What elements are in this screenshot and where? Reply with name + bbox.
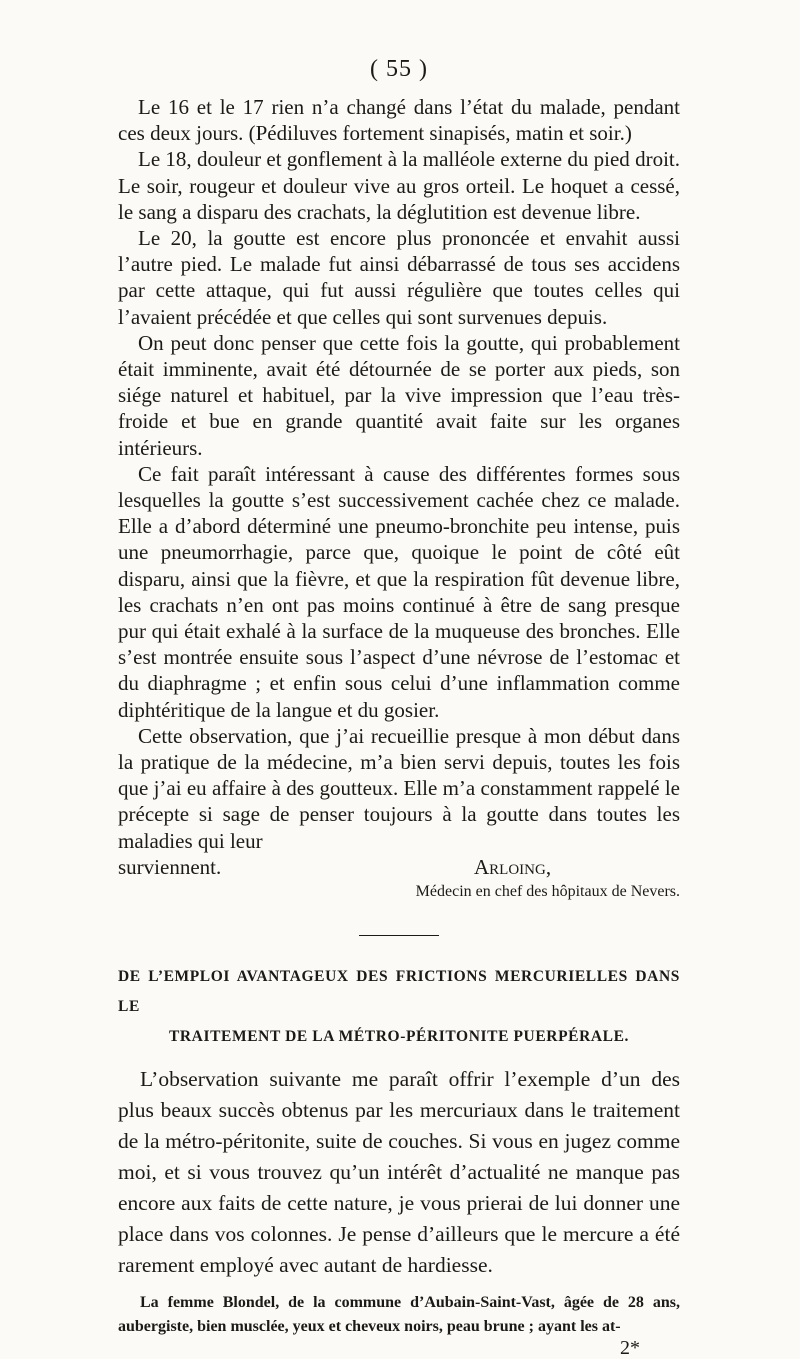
article-title-line-1: DE L’EMPLOI AVANTAGEUX DES FRICTIONS MERCURIELLES DANS LE <box>118 967 680 1015</box>
author-role: Médecin en chef des hôpitaux de Nevers. <box>415 882 680 900</box>
author-signature: Arloing, <box>474 854 552 879</box>
paragraph: L’observation suivante me paraît offrir l’exemple d’un des plus beaux succès obtenus par les mercuriaux dans le traitement de la métro-péritonite, suite de couches. Si vous en jugez comme moi, et si vous trouvez qu’un intérêt d’actualité ne manque pas encore aux faits de cette nature, je vous prierai de lui donner une place dans vos colonnes. Je pense d’ailleurs que le mercure a été rarement employé avec autant de hardiesse. <box>118 1066 680 1277</box>
paragraph-last-line: surviennent. <box>118 854 222 879</box>
document-page <box>118 56 680 1357</box>
paragraph: Ce fait paraît intéressant à cause des différentes formes sous lesquelles la goutte s’est successivement cachée chez ce malade. Elle a d’abord déterminé une pneumo-bronchite peu intense, puis une pneumorrhagie, parce que, quoique le point de côté eût disparu, ainsi que la fièvre, et que la respiration fût devenue libre, les crachats n’en ont pas moins continué à être de sang presque pur qui était exhalé à la surface de la muqueuse des bronches. Elle s’est montrée ensuite sous l’aspect d’une névrose de l’estomac et du diaphragme ; et enfin sous celui d’une inflammation comme diphtéritique de la langue et du gosier. <box>118 461 680 722</box>
signature-row <box>118 854 680 880</box>
article-title <box>118 962 680 1052</box>
paragraph: Cette observation, que j’ai recueillie presque à mon début dans la pratique de la médecine, m’a bien servi depuis, toutes les fois que j’ai eu affaire à des goutteux. Elle m’a constamment rappelé le précepte si sage de penser toujours à la goutte dans toutes les maladies qui leur <box>118 723 680 853</box>
paragraph: Le 18, douleur et gonflement à la malléole externe du pied droit. Le soir, rougeur et douleur vive au gros orteil. Le hoquet a cessé, le sang a disparu des crachats, la déglutition est devenue libre. <box>118 147 680 224</box>
page-number: ( 55 ) <box>370 56 428 82</box>
section-divider <box>359 935 439 936</box>
case-paragraph: La femme Blondel, de la commune d’Aubain-Saint-Vast, âgée de 28 ans, aubergiste, bien musclée, yeux et cheveux noirs, peau brune ; ayant les at- <box>118 1293 680 1335</box>
signature-mark: 2* <box>620 1336 640 1359</box>
article-title-line-2: TRAITEMENT DE LA MÉTRO-PÉRITONITE PUERPÉRALE. <box>168 1027 630 1045</box>
paragraph: Le 20, la goutte est encore plus prononcée et envahit aussi l’autre pied. Le malade fut ainsi débarrassé de tous ses accidens par cette attaque, qui fut aussi régulière que toutes celles qui l’avaient précédée et que celles qui sont survenues depuis. <box>118 226 680 329</box>
paragraph: Le 16 et le 17 rien n’a changé dans l’état du malade, pendant ces deux jours. (Pédiluves fortement sinapisés, matin et soir.) <box>118 95 680 146</box>
paragraph: On peut donc penser que cette fois la goutte, qui probablement était imminente, avait été détournée de se porter aux pieds, son siége naturel et habituel, par la vive impression que l’eau très-froide et bue en grande quantité avait faite sur les organes intérieurs. <box>118 330 680 460</box>
